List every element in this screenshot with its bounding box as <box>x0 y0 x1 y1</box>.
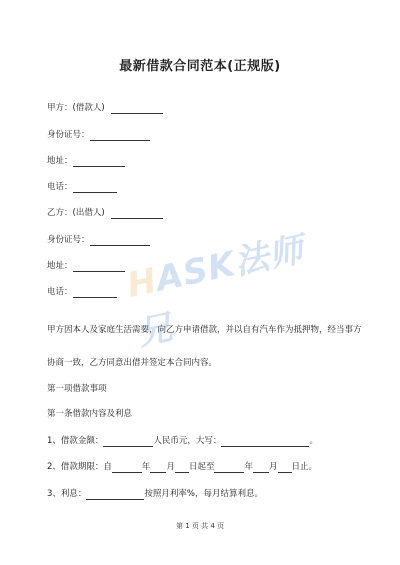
intro-line-1: 甲方因本人及家庭生活需要，向乙方申请借款，并以自有汽车作为抵押物，经当事方 <box>47 325 362 335</box>
item2-month: 月 <box>166 462 175 472</box>
party-a-addr-blank <box>73 157 125 167</box>
party-b-phone-line <box>47 287 117 298</box>
item2-month2: 月 <box>268 462 278 472</box>
item2-day-to: 日止。 <box>291 462 318 472</box>
party-b-phone-label: 电话： <box>47 287 73 297</box>
item2-prefix: 2、借款期限：自 <box>47 462 112 472</box>
party-b-phone-blank <box>73 288 117 298</box>
party-b-addr-line <box>47 261 125 272</box>
article1-heading: 第一条借款内容及利息 <box>47 409 133 419</box>
item2-day-from: 日起至 <box>188 462 215 472</box>
party-a-id-label: 身份证号： <box>47 130 90 140</box>
item3-line <box>47 489 263 500</box>
item1-uppercase-blank <box>221 437 309 447</box>
item2-blank-month2 <box>253 463 269 473</box>
document-title: 最新借款合同范本(正规版) <box>119 59 281 74</box>
party-a-id-blank <box>90 131 150 141</box>
item2-blank-year <box>112 463 142 473</box>
party-b-id-line <box>47 235 150 246</box>
party-a-phone-blank <box>73 183 117 193</box>
item2-line <box>47 462 317 473</box>
party-b-addr-blank <box>73 262 125 272</box>
item2-blank-day <box>175 463 189 473</box>
item3-rest: 按照月利率%，每月结算利息。 <box>144 489 263 499</box>
watermark-letter: H <box>123 260 161 306</box>
item2-blank-day2 <box>278 463 292 473</box>
party-a-phone-label: 电话： <box>47 182 73 192</box>
party-a-addr-label: 地址： <box>47 156 73 166</box>
item2-year2: 年 <box>244 462 253 472</box>
page-footer: 第 1 页 共 4 页 <box>175 522 225 530</box>
item3-blank <box>86 490 144 500</box>
party-a-phone-line <box>47 182 117 193</box>
item1-prefix: 1、借款金额： <box>47 436 104 446</box>
item2-year: 年 <box>141 462 151 472</box>
party-a-blank <box>111 104 163 114</box>
party-a-label: 甲方：(借款人) <box>47 103 105 113</box>
intro-line-2: 协商一致，乙方同意出借并签定本合同内容。 <box>47 358 218 368</box>
item1-end: 。 <box>309 436 318 446</box>
party-b-blank <box>111 209 163 219</box>
party-a-addr-line <box>47 156 125 167</box>
item1-mid: 人民币元，大写： <box>153 436 222 446</box>
party-b-addr-label: 地址： <box>47 261 73 271</box>
item1-line <box>47 436 318 447</box>
item2-blank-year2 <box>214 463 244 473</box>
party-a-line <box>47 103 163 114</box>
item3-prefix: 3、利息： <box>47 489 87 499</box>
party-b-id-blank <box>90 236 150 246</box>
section1-heading: 第一项借款事项 <box>47 384 107 394</box>
party-b-label: 乙方：(出借人) <box>47 208 105 218</box>
item2-blank-month <box>150 463 166 473</box>
item1-amount-blank <box>103 437 153 447</box>
party-a-id-line <box>47 130 150 141</box>
watermark-text: ASK法师兄 <box>133 229 308 354</box>
party-b-line <box>47 208 163 219</box>
party-b-id-label: 身份证号： <box>47 235 90 245</box>
